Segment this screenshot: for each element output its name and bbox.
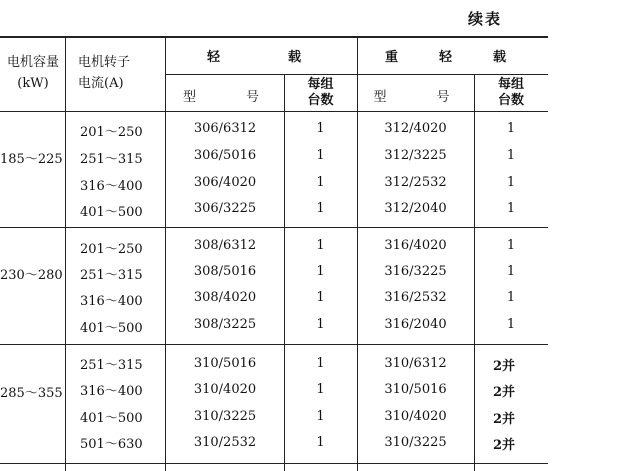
col-divider-capacity: [65, 37, 66, 471]
row-light-count: 1: [316, 290, 325, 305]
row-heavy-model: 310/5016: [384, 382, 447, 397]
row-light-model: 308/6312: [193, 238, 257, 253]
header-current-line2: 电流(A): [78, 76, 124, 91]
row-current: 251～315: [80, 152, 143, 167]
row-current: 401～500: [80, 321, 143, 336]
header-light-count-line1: 每组: [307, 77, 334, 92]
row-current: 201～250: [80, 125, 143, 140]
row-light-count: 1: [316, 382, 325, 397]
row-current: 401～500: [80, 411, 143, 426]
row-current: 316～400: [80, 294, 143, 309]
row-heavy-count: 2并: [493, 438, 516, 453]
group-capacity: 185～225: [0, 152, 63, 167]
table-top-rule: [0, 36, 548, 38]
row-light-count: 1: [316, 435, 325, 450]
row-heavy-model: 310/6312: [384, 356, 447, 371]
header-capacity: [0, 52, 66, 94]
row-heavy-count: 1: [506, 290, 516, 305]
header-current: [78, 52, 130, 94]
row-heavy-count: 1: [506, 317, 516, 332]
group-capacity: 230～280: [0, 268, 63, 283]
row-heavy-model: 312/2040: [384, 201, 447, 216]
row-heavy-count: 1: [506, 264, 516, 279]
row-heavy-count: 1: [506, 148, 516, 163]
row-heavy-count: 1: [506, 175, 516, 190]
row-light-model: 306/4020: [193, 175, 257, 190]
group-capacity: 285～355: [0, 386, 63, 401]
row-light-model: 310/5016: [193, 356, 257, 371]
row-heavy-count: 1: [506, 238, 516, 253]
row-light-model: 308/3225: [193, 317, 257, 332]
row-heavy-model: 310/4020: [384, 409, 447, 424]
row-light-model: 308/5016: [193, 264, 257, 279]
group-divider-1: [0, 227, 548, 228]
row-heavy-count: 2并: [493, 412, 516, 427]
row-light-model: 306/6312: [193, 121, 257, 136]
header-heavy-count: [474, 77, 548, 109]
row-heavy-model: 312/3225: [384, 148, 447, 163]
header-light-count: [284, 77, 357, 109]
row-light-count: 1: [316, 121, 325, 136]
header-light-load: 轻 载: [206, 50, 315, 65]
row-light-count: 1: [316, 201, 325, 216]
row-current: 316～400: [80, 179, 143, 194]
row-heavy-model: 316/2532: [384, 290, 447, 305]
row-heavy-count: 1: [506, 121, 516, 136]
header-heavy-model: 型 号: [373, 90, 458, 105]
header-heavy-load: 重 轻 载: [384, 50, 520, 65]
row-light-count: 1: [316, 175, 325, 190]
row-light-model: 308/4020: [193, 290, 257, 305]
row-heavy-model: 312/4020: [384, 121, 447, 136]
row-light-count: 1: [316, 409, 325, 424]
row-current: 316～400: [80, 384, 143, 399]
header-bottom-rule: [0, 111, 548, 112]
row-current: 401～500: [80, 205, 143, 220]
row-light-count: 1: [316, 356, 325, 371]
header-heavy-count-line1: 每组: [497, 77, 524, 92]
row-heavy-count: 2并: [493, 385, 516, 400]
header-capacity-line1: 电机容量: [6, 55, 59, 70]
row-heavy-model: 316/3225: [384, 264, 447, 279]
row-current: 201～250: [80, 242, 143, 257]
row-light-count: 1: [316, 317, 325, 332]
row-heavy-model: 312/2532: [384, 175, 447, 190]
row-current: 251～315: [80, 268, 143, 283]
row-heavy-count: 1: [506, 201, 516, 216]
row-heavy-model: 310/3225: [384, 435, 447, 450]
row-current: 251～315: [80, 358, 143, 373]
header-light-count-line2: 台数: [307, 93, 334, 108]
row-light-count: 1: [316, 148, 325, 163]
row-light-model: 310/2532: [193, 435, 257, 450]
header-heavy-count-line2: 台数: [497, 93, 524, 108]
row-light-model: 306/5016: [193, 148, 257, 163]
header-current-line1: 电机转子: [78, 55, 131, 70]
row-current: 501～630: [80, 437, 143, 452]
header-light-model: 型 号: [182, 90, 267, 105]
row-light-model: 306/3225: [193, 201, 257, 216]
row-light-model: 310/4020: [193, 382, 257, 397]
header-capacity-line2: (kW): [17, 76, 49, 91]
row-heavy-count: 2并: [493, 359, 516, 374]
row-light-count: 1: [316, 238, 325, 253]
row-light-model: 310/3225: [193, 409, 257, 424]
continued-label: 续表: [468, 10, 503, 28]
row-heavy-model: 316/4020: [384, 238, 447, 253]
group-divider-2: [0, 344, 548, 345]
row-heavy-model: 316/2040: [384, 317, 447, 332]
row-light-count: 1: [316, 264, 325, 279]
table-bottom-rule: [0, 463, 548, 464]
